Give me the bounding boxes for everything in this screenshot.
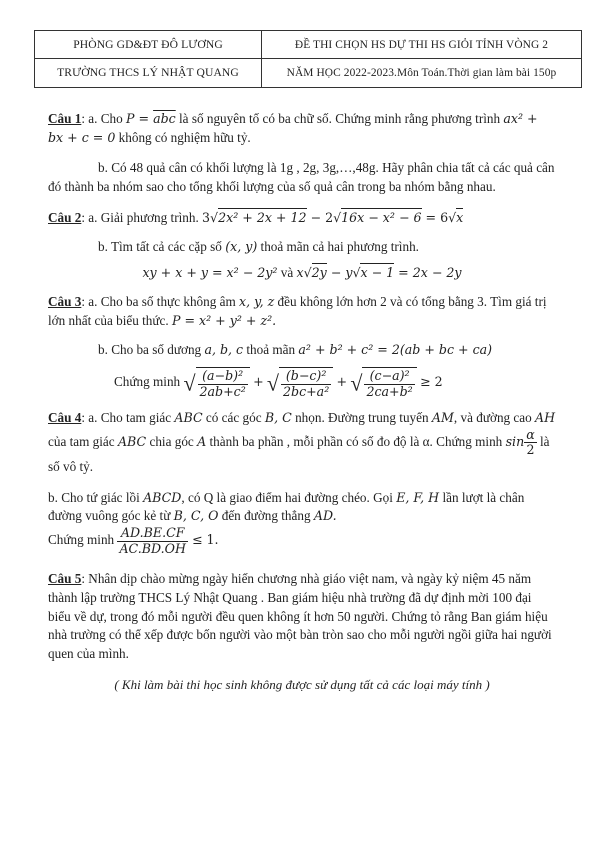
math-equation-2a: 3√2x² + 2x + 12 − 2√16x − x² − 6 = 6√x <box>202 209 464 225</box>
question-3a: Câu 3: a. Cho ba số thực không âm x, y, z đều không lớn hơn 2 và có tổng bằng 3. Tìm giá trị lớn nhất của biểu thức. P = x² + y² + z². <box>48 294 547 328</box>
exam-body <box>32 110 568 694</box>
header-school: TRƯỜNG THCS LÝ NHẬT QUANG <box>35 59 262 87</box>
question-5-text: Câu 5: Nhân dịp chào mừng ngày hiến chương nhà giáo việt nam, và ngày kỷ niệm 45 năm thành lập trường THCS Lý Nhật Quang . Ban giám hiệu nhà trường đã dự định mời 100 đại biểu về dự, trong đó mỗi người đều quen không ít hơn 50 người. Chứng tỏ rằng Ban giám hiệu nhà trường có thể xếp được bốn người vào một bàn tròn sao cho mỗi người ngồi giữa hai người quen của mình. <box>48 571 552 662</box>
question-1 <box>48 110 556 197</box>
exam-header <box>34 30 582 88</box>
question-label: Câu 2 <box>48 209 82 225</box>
question-4 <box>48 409 556 556</box>
question-1a: Câu 1: a. Cho $P = \overline{abc}$ là số nguyên tố có ba chữ số. Chứng minh rằng phương trình ax² + bx + c = 0 không có nghiệm hữu tỷ. <box>48 111 538 145</box>
question-label: Câu 3 <box>48 294 82 310</box>
question-2 <box>48 209 556 283</box>
question-label: Câu 4 <box>48 410 82 426</box>
header-exam-info: NĂM HỌC 2022-2023.Môn Toán.Thời gian làm bài 150p <box>286 67 557 79</box>
question-5 <box>48 570 556 664</box>
question-label: Câu 1 <box>48 111 82 126</box>
exam-note: ( Khi làm bài thi học sinh không được sử dụng tất cả các loại máy tính ) <box>114 676 490 692</box>
math-inequality-4b: Chứng minh $\frac{AD.BE.CF}{AC.BD.OH}$ ≤ 1. <box>48 525 219 556</box>
question-3b: b. Cho ba số dương a, b, c thoả mãn a² + b² + c² = 2(ab + bc + ca) <box>98 341 493 357</box>
question-2a: Câu 2: a. Giải phương trình. 3√2x² + 2x + 12 − 2√16x − x² − 6 = 6√x <box>48 209 464 225</box>
header-exam-title: ĐỀ THI CHỌN HS DỰ THI HS GIỎI TỈNH VÒNG 2 <box>262 31 581 59</box>
math-system-2b: xy + x + y = x² − 2y² và x√2y − y√x − 1 = 2x − 2y <box>142 265 462 281</box>
math-quadratic: ax² + bx + c = 0 <box>48 111 538 145</box>
question-4b: b. Cho tứ giác lồi ABCD, có Q là giao điểm hai đường chéo. Gọi E, F, H lần lượt là chân đường vuông góc kẻ từ B, C, O đến đường thẳng AD. <box>48 489 525 524</box>
question-label: Câu 5 <box>48 571 82 587</box>
question-2b: b. Tìm tất cả các cặp số (x, y) thoả mãn cả hai phương trình. <box>98 238 419 254</box>
question-4a: Câu 4: a. Cho tam giác ABC có các góc B, C nhọn. Đường trung tuyến AM, và đường cao AH của tam giác ABC chia góc A thành ba phần , mỗi phần có số đo độ là α. Chứng minh sin $\frac{\alpha}{2}$ là số vô tỷ. <box>48 410 556 474</box>
header-department: PHÒNG GD&ĐT ĐÔ LƯƠNG <box>35 31 262 59</box>
question-3 <box>48 293 556 399</box>
math-inequality-3b: Chứng minh √ $\frac{\text{(a−b)²}}{\text{2ab+c²}}$ + √ $\frac{\text{(b−c)²}}{\text{2bc+a²}}$ + √ $\frac{\text{(c−a)²}}{\text{2ca+b²}}$ ≥ 2 <box>114 368 443 399</box>
math-p-abc: $P = \overline{abc}$ <box>126 111 176 126</box>
question-1b: b. Có 48 quả cân có khối lượng là 1g , 2g, 3g,…,48g. Hãy phân chia tất cả các quả cân đó thành ba nhóm sao cho tổng khối lượng của số quả cân trong ba nhóm bằng nhau. <box>48 160 555 195</box>
